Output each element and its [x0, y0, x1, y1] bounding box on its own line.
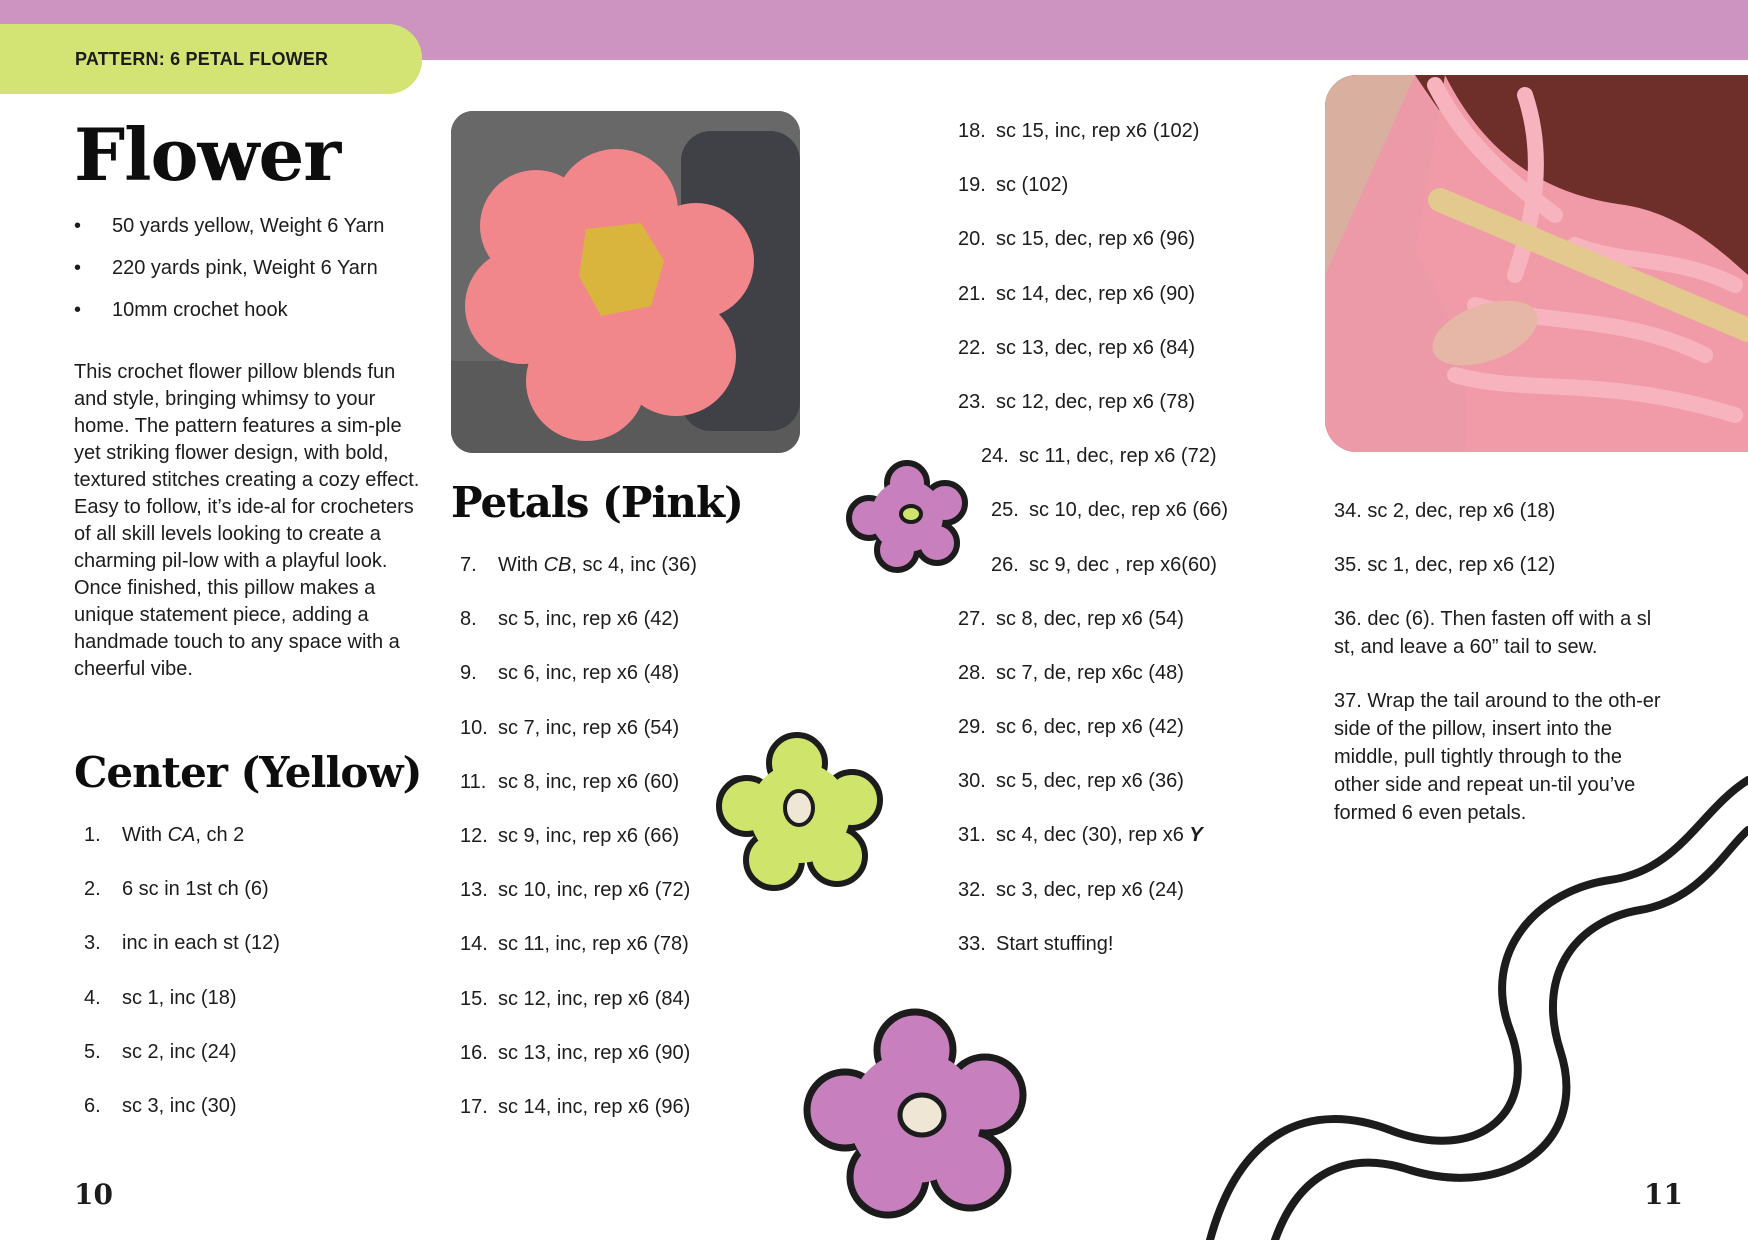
step-text-pre: With	[122, 824, 168, 846]
step-number: 35.	[1334, 554, 1362, 576]
step-text: dec (6). Then fasten off with a sl st, and leave a 60” tail to sew.	[1334, 608, 1652, 658]
step-item	[460, 768, 697, 822]
materials-item: • 220 yards pink, Weight 6 Yarn	[74, 254, 384, 296]
step-item	[958, 496, 1228, 550]
step-number: 7.	[460, 554, 477, 576]
step-text: sc 1, dec, rep x6 (12)	[1367, 554, 1556, 576]
step-number: 12.	[460, 824, 488, 847]
step-text: sc 9, inc, rep x6 (66)	[498, 824, 680, 847]
step-text: sc 6, dec, rep x6 (42)	[996, 716, 1184, 739]
step-number: 24.	[981, 445, 1009, 468]
step-item	[460, 659, 697, 713]
step-item	[84, 821, 280, 875]
step-number: 17.	[460, 1095, 488, 1118]
step-number: 6.	[84, 1094, 101, 1117]
step-item	[958, 659, 1228, 713]
step-text: sc 7, de, rep x6c (48)	[996, 661, 1184, 684]
intro-paragraph: This crochet flower pillow blends fun and style, bringing whimsy to your home. The pattern features a sim-ple yet striking flower design, with bold, textured stitches creating a cozy effect. Easy to follow, it’s ide-al for crocheters of all skill levels looking to create a charming pil-low with a playful look. Once finished, this pillow makes a unique statement piece, adding a handmade touch to any space with a cheerful vibe.	[74, 361, 420, 680]
step-number: 8.	[460, 608, 477, 631]
step-number: 11.	[460, 770, 487, 793]
step-text: sc 14, inc, rep x6 (96)	[498, 1095, 691, 1118]
step-number: 25.	[991, 499, 1019, 522]
flower-pillow-photo	[451, 111, 800, 453]
step-text: 6 sc in 1st ch (6)	[122, 878, 269, 901]
step-number: 27.	[958, 607, 986, 630]
pattern-tag-label: PATTERN: 6 PETAL FLOWER	[75, 49, 329, 69]
step-text: sc 2, inc (24)	[122, 1040, 237, 1063]
step-item	[958, 388, 1228, 442]
step-number: 20.	[958, 228, 986, 251]
step-text-post: , sc 4, inc (36)	[571, 554, 697, 576]
step-item	[1334, 551, 1664, 579]
flower-pillow-illustration	[451, 111, 800, 453]
step-text: sc 12, dec, rep x6 (78)	[996, 390, 1195, 413]
step-item	[84, 929, 280, 983]
step-text: Start stuffing!	[996, 932, 1114, 955]
section-heading-petals: Petals (Pink)	[451, 478, 743, 527]
step-text-em: Y	[1189, 824, 1203, 847]
step-item	[460, 1039, 697, 1093]
step-text: sc 8, dec, rep x6 (54)	[996, 607, 1184, 630]
step-number: 3.	[84, 932, 101, 955]
step-text: sc 10, inc, rep x6 (72)	[498, 879, 691, 902]
step-text: sc 8, inc, rep x6 (60)	[498, 770, 680, 793]
step-item	[84, 1092, 280, 1146]
section-heading-center: Center (Yellow)	[74, 748, 422, 797]
step-number: 13.	[460, 879, 488, 902]
page-title: Flower	[74, 112, 341, 197]
materials-item: • 50 yards yellow, Weight 6 Yarn	[74, 212, 384, 254]
step-number: 30.	[958, 770, 986, 793]
crochet-hook-illustration	[1325, 75, 1748, 452]
step-text: inc in each st (12)	[122, 932, 280, 955]
step-item	[460, 822, 697, 876]
step-text: sc 13, inc, rep x6 (90)	[498, 1041, 691, 1064]
step-text: sc 3, dec, rep x6 (24)	[996, 878, 1184, 901]
step-text: sc 5, inc, rep x6 (42)	[498, 608, 680, 631]
step-item	[1334, 605, 1664, 661]
step-number: 23.	[958, 390, 986, 413]
center-steps-list	[84, 821, 280, 1146]
step-item	[84, 984, 280, 1038]
step-text: sc 15, inc, rep x6 (102)	[996, 120, 1200, 142]
step-item	[460, 605, 697, 659]
step-text-em: CB	[543, 554, 572, 576]
step-item	[958, 225, 1228, 279]
step-item	[460, 876, 697, 930]
purple-flower-icon	[845, 458, 975, 573]
step-text-pre: sc 4, dec (30), rep x6	[996, 824, 1190, 847]
step-number: 14.	[460, 933, 488, 956]
step-number: 9.	[460, 662, 477, 685]
step-item	[460, 551, 697, 605]
step-item	[84, 875, 280, 929]
step-item	[958, 713, 1228, 767]
step-number: 21.	[958, 282, 986, 305]
step-number: 31.	[958, 824, 986, 847]
step-text-pre: With	[498, 554, 544, 576]
step-number: 32.	[958, 878, 986, 901]
step-text: sc 6, inc, rep x6 (48)	[498, 662, 680, 685]
petals-steps-list	[460, 551, 697, 1147]
page-number-right: 11	[1644, 1178, 1683, 1211]
step-text: sc 11, dec, rep x6 (72)	[1019, 445, 1217, 468]
page-number-left: 10	[74, 1178, 113, 1211]
step-item	[958, 117, 1228, 171]
step-number: 28.	[958, 661, 986, 684]
step-number: 2.	[84, 878, 101, 901]
step-number: 37.	[1334, 690, 1362, 712]
step-number: 15.	[460, 987, 488, 1010]
step-item	[958, 551, 1228, 605]
step-item	[958, 280, 1228, 334]
step-item	[460, 930, 697, 984]
step-number: 34.	[1334, 500, 1362, 522]
large-purple-flower-icon	[800, 1005, 1030, 1220]
step-text: sc 15, dec, rep x6 (96)	[996, 228, 1195, 251]
materials-list	[74, 212, 384, 338]
step-text: sc 5, dec, rep x6 (36)	[996, 770, 1184, 793]
step-text: Wrap the tail around to the oth-er side of the pillow, insert into the middle, pull tightly through to the other side and repeat un-til you’ve formed 6 even petals.	[1334, 690, 1661, 824]
step-item	[958, 171, 1228, 225]
crochet-hook-photo	[1325, 75, 1748, 452]
step-number: 4.	[84, 986, 101, 1009]
green-flower-icon	[712, 728, 887, 893]
step-item	[958, 442, 1228, 496]
step-number: 22.	[958, 336, 986, 359]
step-text: sc 11, inc, rep x6 (78)	[498, 933, 689, 956]
wavy-lines-decoration	[1180, 770, 1748, 1240]
step-number: 29.	[958, 716, 986, 739]
step-number: 10.	[460, 716, 488, 739]
step-number: 33.	[958, 932, 986, 955]
step-item	[460, 1093, 697, 1147]
step-item	[84, 1038, 280, 1092]
step-text: sc 10, dec, rep x6 (66)	[1029, 499, 1228, 522]
step-item	[1334, 497, 1664, 525]
step-number: 5.	[84, 1040, 101, 1063]
step-number: 36.	[1334, 608, 1362, 630]
step-text-post: , ch 2	[195, 824, 245, 846]
step-text: sc 13, dec, rep x6 (84)	[996, 336, 1195, 359]
pattern-tag	[0, 24, 422, 94]
step-text: sc (102)	[996, 174, 1069, 197]
step-text: sc 9, dec , rep x6(60)	[1029, 553, 1217, 576]
step-text: sc 7, inc, rep x6 (54)	[498, 716, 680, 739]
step-text: sc 3, inc (30)	[122, 1094, 237, 1117]
step-item	[460, 985, 697, 1039]
step-number: 26.	[991, 553, 1019, 576]
step-text: sc 12, inc, rep x6 (84)	[498, 987, 691, 1010]
step-item	[460, 714, 697, 768]
step-text: sc 1, inc (18)	[122, 986, 237, 1009]
materials-item: • 10mm crochet hook	[74, 296, 384, 338]
step-text: sc 2, dec, rep x6 (18)	[1367, 500, 1556, 522]
step-number: 19.	[958, 174, 986, 197]
step-text: sc 14, dec, rep x6 (90)	[996, 282, 1195, 305]
step-text-em: CA	[167, 824, 196, 846]
step-item	[958, 334, 1228, 388]
step-number: 16.	[460, 1041, 488, 1064]
step-number: 18.	[958, 120, 986, 142]
step-number: 1.	[84, 824, 101, 846]
step-item	[958, 605, 1228, 659]
